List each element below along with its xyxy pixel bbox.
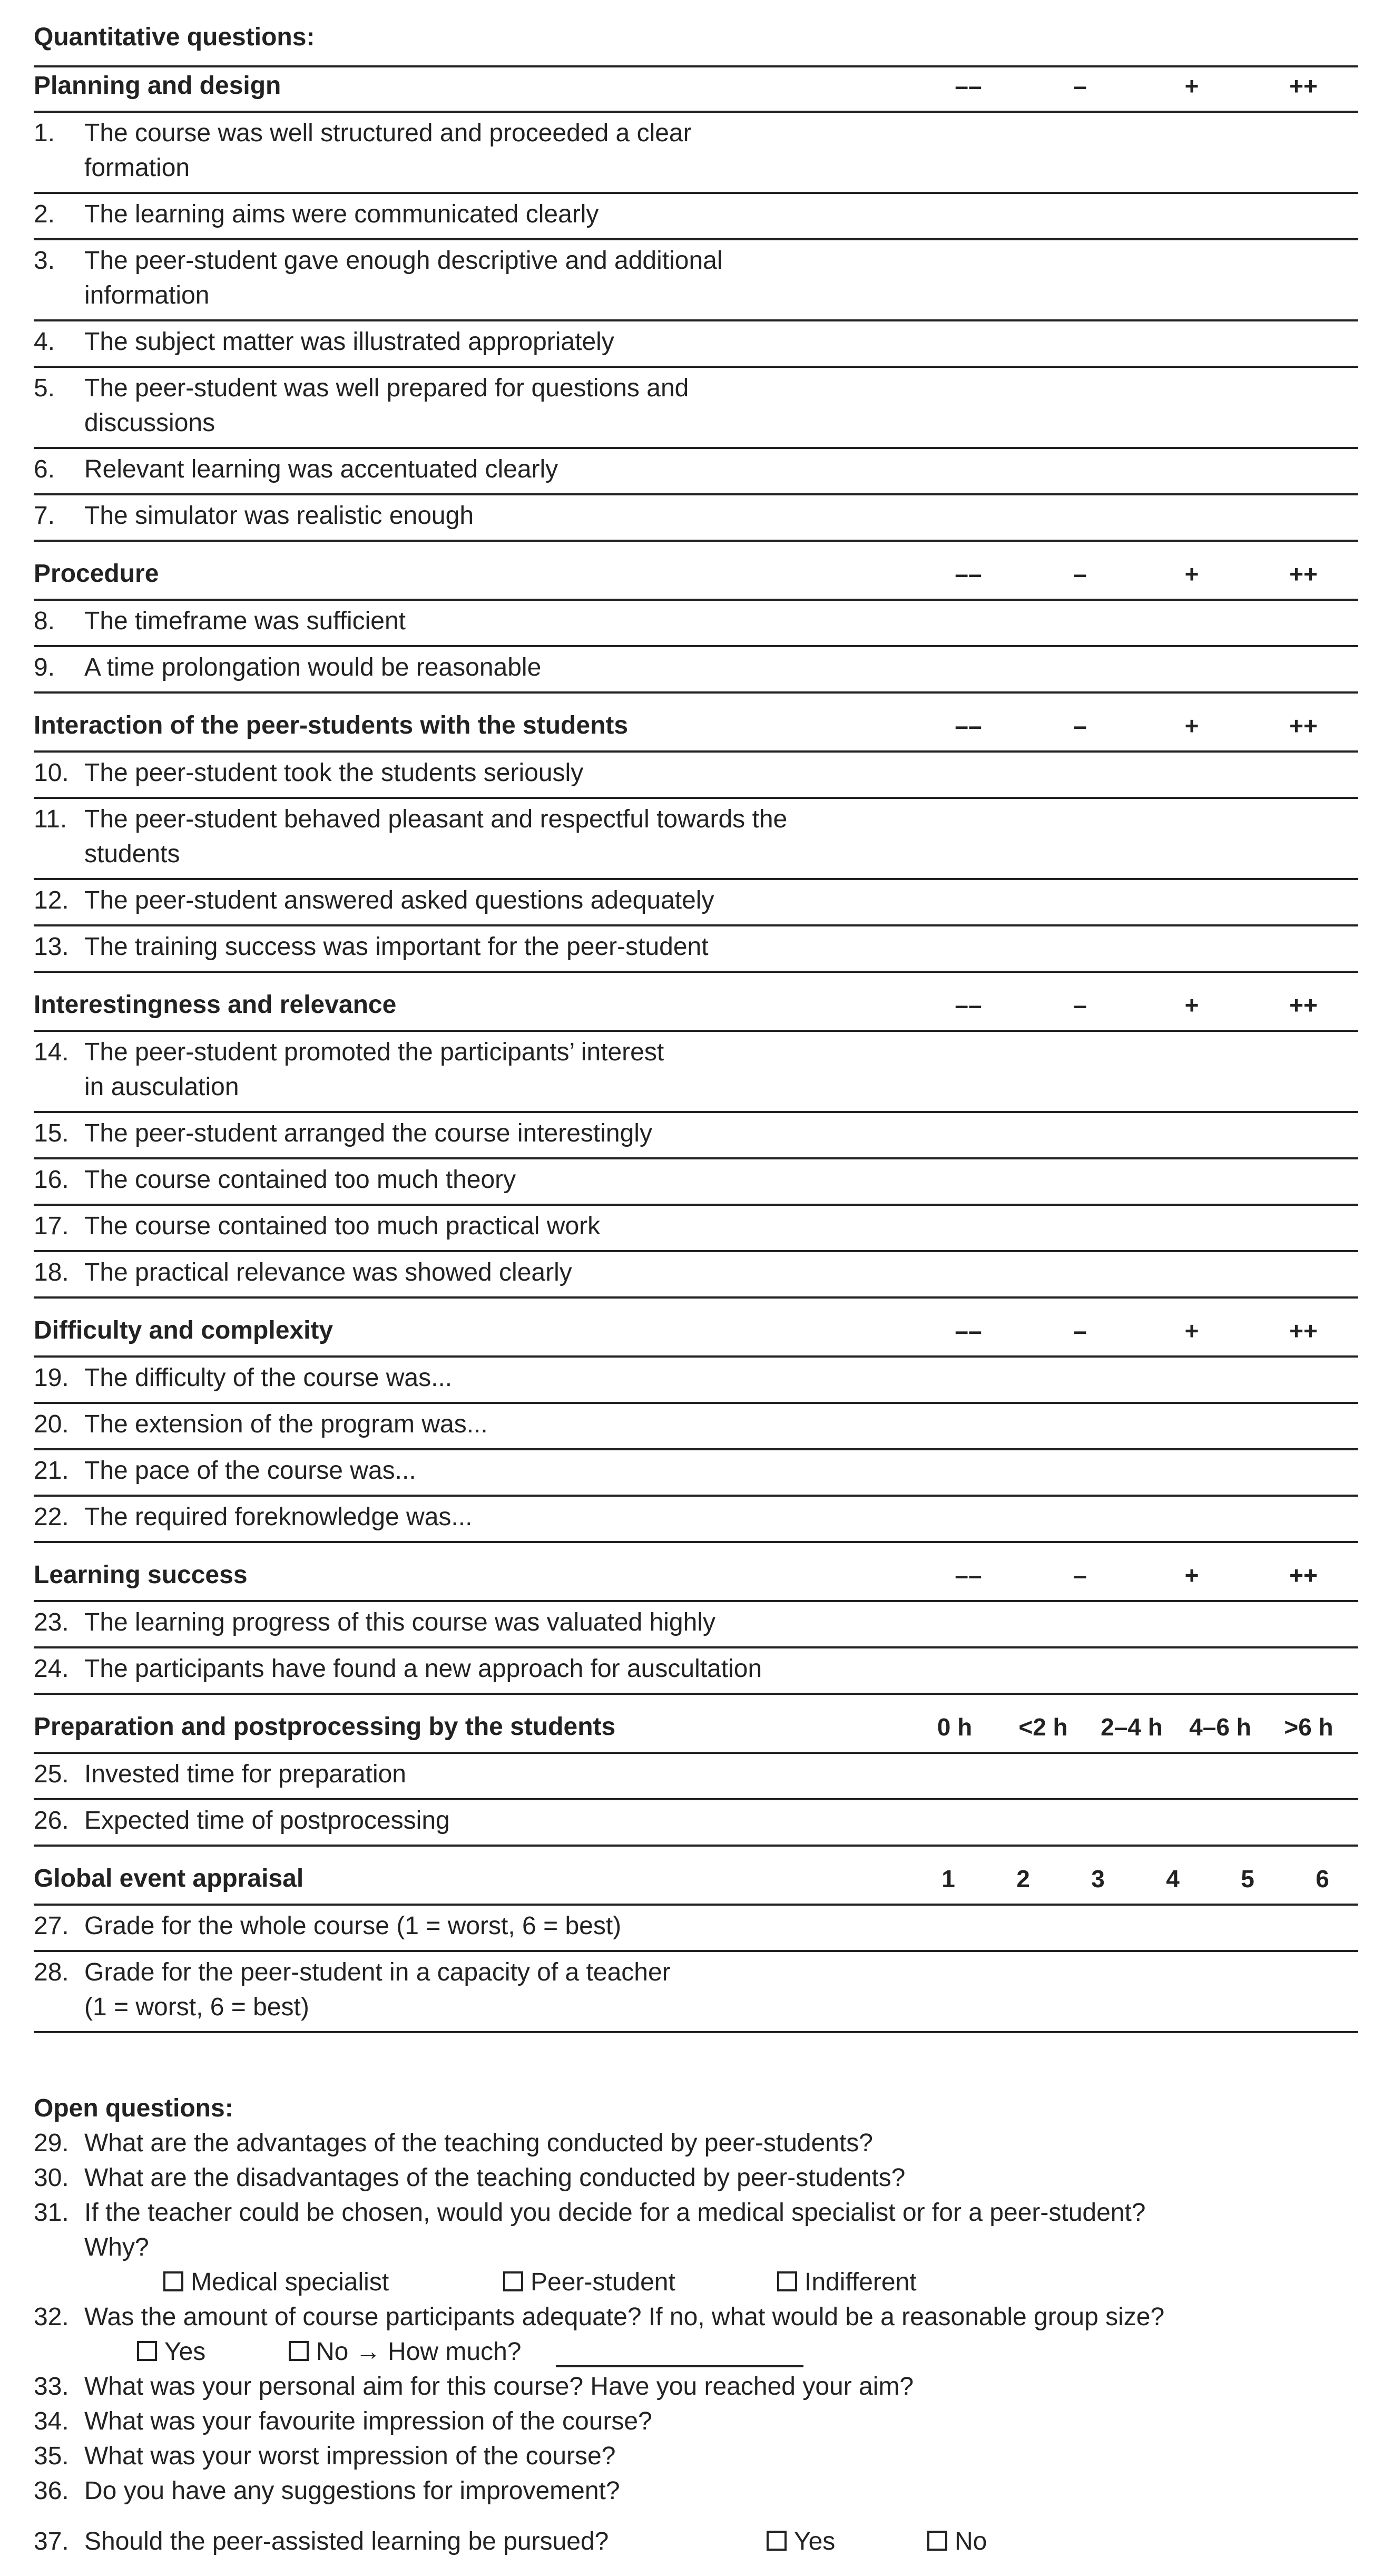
option-label: No (955, 2528, 987, 2555)
row-divider (34, 493, 1358, 495)
row-divider (34, 599, 1358, 601)
row-divider (34, 1845, 1358, 1847)
row-divider (34, 447, 1358, 449)
question-text: formation (84, 154, 190, 182)
question-text: The peer-student took the students seriously (84, 759, 584, 787)
row-divider (34, 111, 1358, 113)
section-heading: Learning success (34, 1561, 248, 1589)
question-number: 22. (34, 1503, 69, 1531)
scale-header: 6 (1316, 1865, 1329, 1892)
question-text: What was your personal aim for this course? Have you reached your aim? (84, 2373, 914, 2401)
question-number: 19. (34, 1364, 69, 1392)
scale-header: – (1073, 72, 1087, 100)
row-divider (34, 1030, 1358, 1032)
question-number: 28. (34, 1958, 69, 1986)
question-text: The participants have found a new approach for auscultation (84, 1655, 762, 1683)
checkbox-no[interactable] (927, 2531, 947, 2551)
question-text: A time prolongation would be reasonable (84, 653, 542, 681)
question-number: 12. (34, 886, 69, 914)
row-divider (34, 366, 1358, 368)
question-text: If the teacher could be chosen, would you decide for a medical specialist or for a peer-student? (84, 2199, 1146, 2227)
question-text: The pace of the course was... (84, 1457, 416, 1485)
question-text: The simulator was realistic enough (84, 502, 474, 530)
question-number: 30. (34, 2164, 69, 2192)
row-divider (34, 878, 1358, 880)
page-title: Quantitative questions: (34, 23, 315, 51)
option-label: Yes (794, 2528, 836, 2555)
row-divider (34, 1693, 1358, 1695)
question-text-continued: Why? (84, 2233, 149, 2261)
question-text: What are the disadvantages of the teaching conducted by peer-students? (84, 2164, 906, 2192)
row-divider (34, 1250, 1358, 1252)
section-heading: Difficulty and complexity (34, 1316, 333, 1344)
question-number: 20. (34, 1410, 69, 1438)
question-text: The required foreknowledge was... (84, 1503, 473, 1531)
row-divider (34, 1296, 1358, 1299)
question-number: 18. (34, 1258, 69, 1286)
question-number: 10. (34, 759, 69, 787)
row-divider (34, 1355, 1358, 1358)
row-divider (34, 1157, 1358, 1159)
scale-header: + (1184, 1562, 1199, 1589)
question-number: 3. (34, 247, 55, 275)
question-text: The peer-student answered asked questions adequately (84, 886, 714, 914)
question-text: The course was well structured and proceeded a clear (84, 119, 692, 147)
question-text: Do you have any suggestions for improvement? (84, 2477, 620, 2505)
question-number: 14. (34, 1038, 69, 1066)
scale-header: –– (955, 72, 982, 100)
scale-header: 1 (941, 1865, 955, 1892)
question-number: 24. (34, 1655, 69, 1683)
question-text: The peer-student was well prepared for questions and (84, 374, 689, 402)
scale-header: + (1184, 991, 1199, 1019)
scale-header: – (1073, 712, 1087, 739)
question-text: What was your worst impression of the course? (84, 2442, 616, 2470)
open-questions-title: Open questions: (34, 2094, 233, 2122)
scale-header: <2 h (1018, 1713, 1068, 1741)
row-divider (34, 1448, 1358, 1450)
row-divider (34, 1752, 1358, 1754)
checkbox-peer-student[interactable] (503, 2271, 523, 2291)
section-heading: Planning and design (34, 72, 281, 100)
question-text: Grade for the whole course (1 = worst, 6 = best) (84, 1912, 622, 1940)
group-size-blank[interactable] (556, 2365, 803, 2367)
question-number: 25. (34, 1760, 69, 1788)
question-number: 32. (34, 2303, 69, 2331)
question-number: 11. (34, 805, 67, 833)
row-divider (34, 797, 1358, 799)
question-text: (1 = worst, 6 = best) (84, 1993, 309, 2021)
row-divider (34, 1402, 1358, 1404)
question-text: The training success was important for the peer-student (84, 933, 709, 961)
question-number: 36. (34, 2477, 69, 2505)
row-divider (34, 238, 1358, 240)
question-number: 21. (34, 1457, 69, 1485)
section-heading: Interestingness and relevance (34, 991, 397, 1019)
question-number: 1. (34, 119, 55, 147)
row-divider (34, 192, 1358, 194)
question-number: 33. (34, 2373, 69, 2401)
checkbox-indifferent[interactable] (777, 2271, 797, 2291)
question-number: 35. (34, 2442, 69, 2470)
scale-header: >6 h (1284, 1713, 1333, 1741)
question-text: Should the peer-assisted learning be pursued? (84, 2528, 609, 2555)
question-text: Relevant learning was accentuated clearly (84, 455, 558, 483)
row-divider (34, 1495, 1358, 1497)
question-text: Grade for the peer-student in a capacity of a teacher (84, 1958, 671, 1986)
scale-header: + (1184, 712, 1199, 739)
scale-header: – (1073, 560, 1087, 588)
option-label: No → How much? (316, 2338, 522, 2366)
section-heading: Procedure (34, 560, 159, 588)
question-number: 9. (34, 653, 55, 681)
question-text: The difficulty of the course was... (84, 1364, 453, 1392)
row-divider (34, 2031, 1358, 2033)
section-heading: Preparation and postprocessing by the students (34, 1713, 616, 1741)
checkbox-no[interactable] (289, 2341, 309, 2361)
question-text: Was the amount of course participants adequate? If no, what would be a reasonable group size? (84, 2303, 1165, 2331)
option-label: Medical specialist (191, 2268, 389, 2296)
row-divider (34, 1600, 1358, 1602)
scale-header: – (1073, 1562, 1087, 1589)
checkbox-yes[interactable] (137, 2341, 157, 2361)
scale-header: ++ (1289, 1562, 1318, 1589)
row-divider (34, 1950, 1358, 1952)
option-label: Indifferent (805, 2268, 917, 2296)
question-number: 8. (34, 607, 55, 635)
scale-header: 3 (1091, 1865, 1105, 1892)
scale-header: 4–6 h (1189, 1713, 1251, 1741)
scale-header: + (1184, 560, 1199, 588)
scale-header: –– (955, 712, 982, 739)
scale-header: 2 (1016, 1865, 1030, 1892)
question-text: The practical relevance was showed clearly (84, 1258, 572, 1286)
section-heading: Interaction of the peer-students with the students (34, 711, 629, 739)
scale-header: –– (955, 560, 982, 588)
scale-header: 2–4 h (1101, 1713, 1163, 1741)
question-number: 13. (34, 933, 69, 961)
question-text: The peer-student arranged the course interestingly (84, 1119, 652, 1147)
question-text: The subject matter was illustrated appropriately (84, 328, 614, 356)
question-number: 7. (34, 502, 55, 530)
scale-header: ++ (1289, 560, 1318, 588)
row-divider (34, 750, 1358, 753)
question-number: 16. (34, 1166, 69, 1194)
question-number: 5. (34, 374, 55, 402)
row-divider (34, 1111, 1358, 1113)
question-text: The learning progress of this course was valuated highly (84, 1608, 715, 1636)
question-number: 29. (34, 2129, 69, 2157)
row-divider (34, 319, 1358, 321)
question-number: 17. (34, 1212, 69, 1240)
question-text: information (84, 281, 210, 309)
scale-header: – (1073, 1317, 1087, 1344)
row-divider (34, 1646, 1358, 1648)
question-text: The timeframe was sufficient (84, 607, 406, 635)
question-text: The course contained too much theory (84, 1166, 516, 1194)
row-divider (34, 1204, 1358, 1206)
scale-header: – (1073, 991, 1087, 1019)
row-divider (34, 1904, 1358, 1906)
question-number: 34. (34, 2407, 69, 2435)
row-divider (34, 691, 1358, 694)
question-number: 31. (34, 2199, 69, 2227)
scale-header: ++ (1289, 712, 1318, 739)
scale-header: 5 (1241, 1865, 1254, 1892)
row-divider (34, 540, 1358, 542)
question-text: Invested time for preparation (84, 1760, 406, 1788)
question-text: Expected time of postprocessing (84, 1807, 450, 1835)
question-number: 27. (34, 1912, 69, 1940)
row-divider (34, 971, 1358, 973)
question-text: What are the advantages of the teaching conducted by peer-students? (84, 2129, 873, 2157)
question-text: The peer-student gave enough descriptive and additional (84, 247, 723, 275)
scale-header: 4 (1166, 1865, 1180, 1892)
row-divider (34, 1798, 1358, 1800)
checkbox-medical-specialist[interactable] (163, 2271, 183, 2291)
scale-header: ++ (1289, 72, 1318, 100)
scale-header: –– (955, 991, 982, 1019)
scale-header: –– (955, 1317, 982, 1344)
question-text: The course contained too much practical work (84, 1212, 601, 1240)
scale-header: –– (955, 1562, 982, 1589)
row-divider (34, 924, 1358, 926)
question-text: in ausculation (84, 1073, 239, 1101)
question-number: 26. (34, 1807, 69, 1835)
scale-header: ++ (1289, 991, 1318, 1019)
question-text: The learning aims were communicated clearly (84, 200, 599, 228)
question-number: 23. (34, 1608, 69, 1636)
row-divider (34, 645, 1358, 647)
question-number: 6. (34, 455, 55, 483)
question-text: The peer-student promoted the participants’ interest (84, 1038, 664, 1066)
option-label: Peer-student (531, 2268, 675, 2296)
question-text: The extension of the program was... (84, 1410, 488, 1438)
row-divider (34, 1541, 1358, 1543)
checkbox-yes[interactable] (767, 2531, 787, 2551)
section-heading: Global event appraisal (34, 1865, 304, 1892)
question-text: discussions (84, 409, 215, 437)
scale-header: 0 h (937, 1713, 973, 1741)
scale-header: + (1184, 72, 1199, 100)
question-number: 4. (34, 328, 55, 356)
question-text: students (84, 840, 180, 868)
question-text: What was your favourite impression of the course? (84, 2407, 652, 2435)
question-number: 2. (34, 200, 55, 228)
question-number: 37. (34, 2528, 69, 2555)
question-text: The peer-student behaved pleasant and respectful towards the (84, 805, 788, 833)
row-divider (34, 65, 1358, 67)
option-label: Yes (164, 2338, 206, 2366)
scale-header: + (1184, 1317, 1199, 1344)
scale-header: ++ (1289, 1317, 1318, 1344)
question-number: 15. (34, 1119, 69, 1147)
